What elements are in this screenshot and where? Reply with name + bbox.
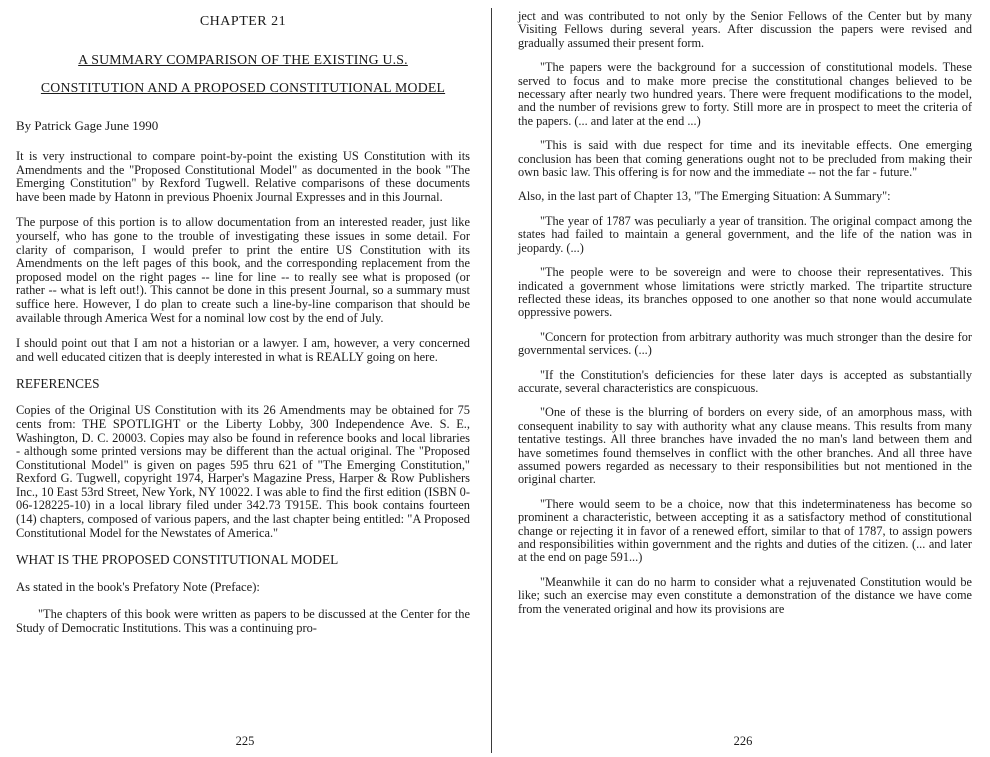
lead-in-text: As stated in the book's Prefatory Note (Preface): <box>16 580 260 595</box>
section-heading-proposed-model: WHAT IS THE PROPOSED CONSTITUTIONAL MODEL <box>16 552 339 568</box>
paragraph: It is very instructional to compare point-by-point the existing US Constitution with its Amendments and the "Proposed Constitutional Model" as documented in the book "The Emerging Constitution" by Rexford Tugwell. Relative comparisons of these documents have been made by Hatonn in previous Phoenix Journal Expresses and in this Journal. <box>16 149 470 204</box>
quote-paragraph: "The people were to be sovereign and were to choose their representatives. This indicated a government whose limitations were strictly marked. The tripartite structure reflected these ideas, its branches opposed to one another so that none would accumulate oppressive powers. <box>518 265 972 320</box>
chapter-heading: CHAPTER 21 <box>199 14 287 29</box>
quote-paragraph: "If the Constitution's deficiencies for these later days is accepted as substantially accurate, several characteristics are conspicuous. <box>518 367 972 395</box>
quote-paragraph: "Meanwhile it can do no harm to consider what a rejuvenated Constitution would be like; such an exercise may even constitute a demonstration of the distance we have come from the venerated original and how its provisions are <box>518 574 972 616</box>
page-number: 225 <box>235 734 255 748</box>
quote-paragraph: "There would seem to be a choice, now that this indeterminateness has become so prominent a characteristic, between accepting it as a satisfactory method of constitutional change or rejecting it in favor of a renewed effort, similar to that of 1787, to assign powers and responsibilities within government and the rights and duties of the citizen. (... and later at the end on page 591...) <box>518 496 972 565</box>
paragraph: Also, in the last part of Chapter 13, "The Emerging Situation: A Summary": <box>518 189 891 204</box>
byline: By Patrick Gage June 1990 <box>16 118 159 133</box>
page-gutter-divider <box>491 8 492 753</box>
paragraph: I should point out that I am not a historian or a lawyer. I am, however, a very concerned and well educated citizen that is deeply interested in what is REALLY going on here. <box>16 336 470 364</box>
quote-paragraph: "The papers were the background for a succession of constitutional models. These served to focus and to make more precise the constitutional changes believed to be necessary after nearly two hundred years. There were frequent modifications to the model, and the number of revisions grew to forty. Still more are in prospect to meet the criteria of the papers. (... and later at the end ...) <box>518 60 972 128</box>
page-number: 226 <box>733 734 753 748</box>
paragraph: The purpose of this portion is to allow documentation from an interested reader, just like yourself, who has gone to the trouble of investigating these issues in some detail. For clarity of comparison, I would prefer to print the entire US Constitution with its Amendments on the left pages of this book, and the corresponding replacement from the proposed model on the right pages -- line for line -- to really see what is proposed (or rather -- what is left out!). This cannot be done in this present Journal, so a summary must suffice here. However, I do plan to create such a line-by-line comparison that should be available through America West for a nominal low cost by the end of July. <box>16 215 470 325</box>
left-page <box>0 0 490 757</box>
section-heading-references: REFERENCES <box>16 376 100 392</box>
quote-paragraph: "Concern for protection from arbitrary authority was much stronger than the desire for governmental services. (...) <box>518 329 972 358</box>
quote-paragraph: "The chapters of this book were written as papers to be discussed at the Center for the Study of Democratic Institutions. This was a continuing pro- <box>16 607 470 635</box>
quote-paragraph: "One of these is the blurring of borders on every side, of an amorphous mass, with consequent inability to say with authority what any clause means. This results from many tentative testings. All three branches have invaded the no man's land between them and have sometimes found themselves in conflict with the other branches. And all three have assumed powers regarded as necessary to their responsibilities but not mentioned in the original charter. <box>518 405 972 487</box>
quote-paragraph: "The year of 1787 was peculiarly a year of transition. The original compact among the states had failed to maintain a general government, and the life of the nation was in jeopardy. (...) <box>518 213 972 255</box>
paragraph: ject and was contributed to not only by the Senior Fellows of the Center but by many Visiting Fellows during several years. After discussion the papers were revised and gradually assumed their present form. <box>518 9 972 50</box>
chapter-title-line-1: A SUMMARY COMPARISON OF THE EXISTING U.S. <box>78 52 408 67</box>
paragraph: Copies of the Original US Constitution with its 26 Amendments may be obtained for 75 cents from: THE SPOTLIGHT or the Liberty Lobby, 300 Independence Ave. S. E., Washington, D. C. 20003. Copies may also be found in reference books and local libraries - although some printed versions may be different than the actual original. The "Proposed Constitutional Model" is given on pages 595 thru 621 of "The Emerging Constitution," Rexford G. Tugwell, copyright 1974, Harper's Magazine Press, Harper & Row Publishers Inc., 10 East 53rd Street, New York, NY 10022. I was able to find the first edition (ISBN 0-06-128225-10) in a local library filed under 342.73 T915E. This book contains fourteen (14) chapters, composed of various papers, and the last chapter being entitled: "A Proposed Constitutional Model for the Newstates of America." <box>16 403 470 540</box>
chapter-title-line-2: CONSTITUTION AND A PROPOSED CONSTITUTIONAL MODEL <box>40 80 446 95</box>
right-page <box>496 0 990 757</box>
quote-paragraph: "This is said with due respect for time and its inevitable effects. One emerging conclusion has been that coming generations ought not to be precluded from making their own basic law. This offering is for now and the immediate -- not the far - future." <box>518 138 972 180</box>
